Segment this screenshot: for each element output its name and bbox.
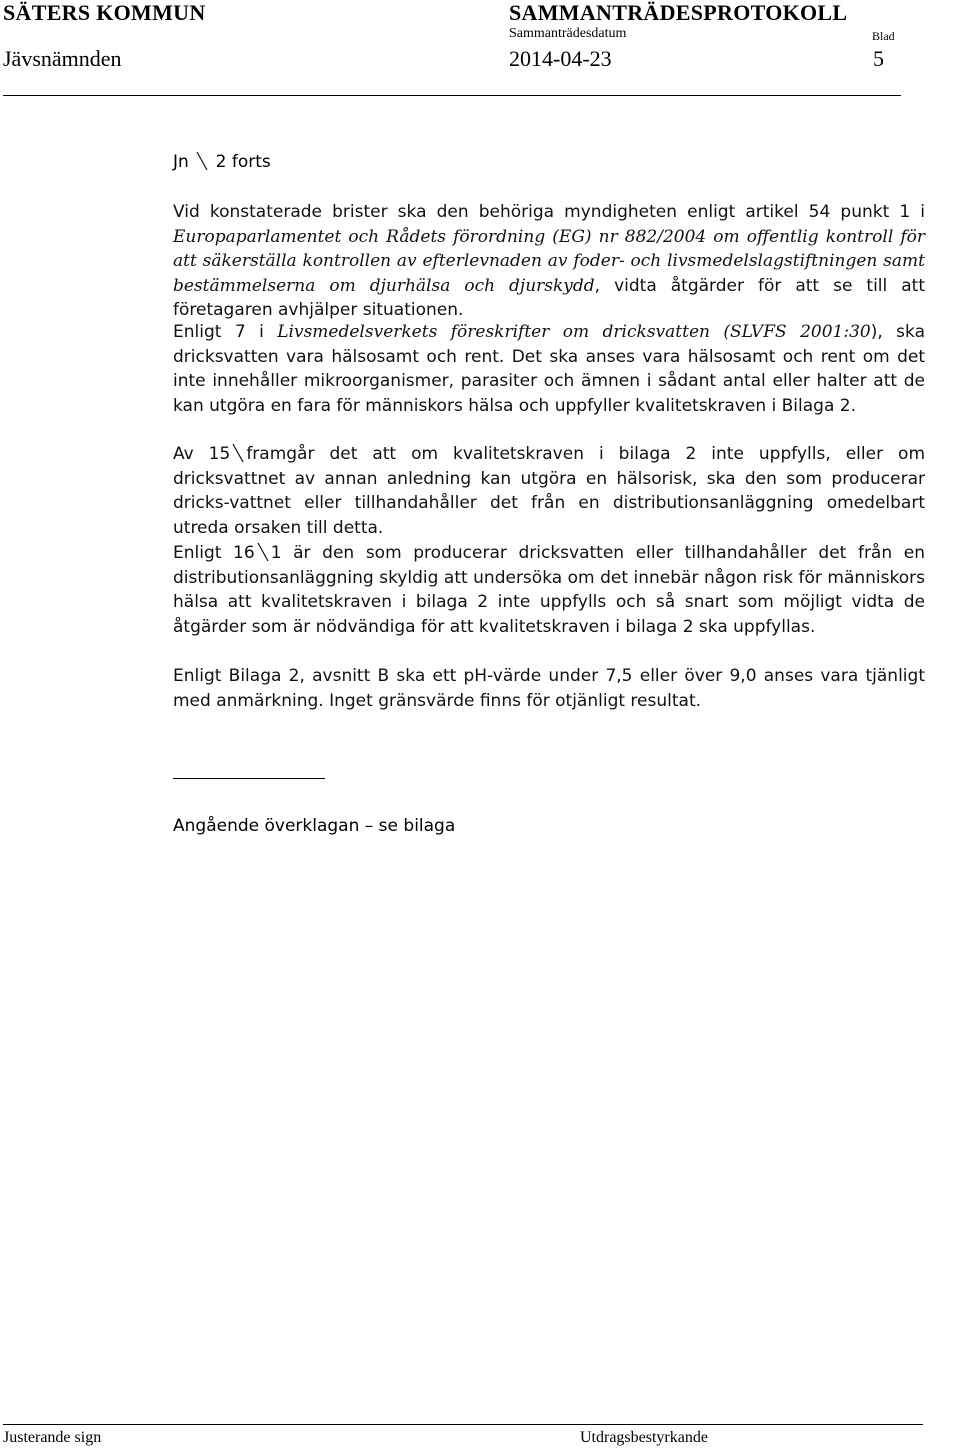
municipality-name: SÄTERS KOMMUN bbox=[3, 0, 206, 25]
p4-text-a: Enligt 16 bbox=[173, 543, 255, 563]
p4-text-b: 1 är den som producerar dricksvatten eller tillhandahåller det från en distributionsanläggning skyldig att undersöka om det innebär någon risk för människors hälsa att kvalitetskraven i bilaga 2 inte uppfylls och så snart som möjligt vidta de åtgärder som är nödvändiga för att kvalitetskraven i bilaga 2 ska uppfyllas. bbox=[173, 543, 925, 637]
page-label: Blad bbox=[872, 29, 895, 43]
footer-rule bbox=[3, 1424, 923, 1425]
footer-certification-label: Utdragsbestyrkande bbox=[580, 1429, 708, 1446]
p1-regulation-reference: Europaparlamentet och Rådets förordning (EG) nr 882/2004 om offentlig kontroll för att säkerställa kontrollen av efterlevnaden av foder- och livsmedelslagstiftningen samt bestämmelserna om djurhälsa och djurskydd bbox=[173, 226, 925, 296]
paragraph-sign-icon bbox=[257, 541, 269, 563]
header-rule bbox=[3, 95, 901, 96]
meeting-date: 2014-04-23 bbox=[509, 46, 612, 71]
p1-text-a: Vid konstaterade brister ska den behöriga myndigheten enligt artikel 54 punkt 1 i bbox=[173, 202, 925, 222]
p5-text: Enligt Bilaga 2, avsnitt B ska ett pH-värde under 7,5 eller över 9,0 anses vara tjänligt med anmärkning. Inget gränsvärde finns för otjänligt resultat. bbox=[173, 666, 925, 711]
section-ref-prefix: Jn bbox=[173, 152, 189, 172]
paragraph-sign-icon bbox=[232, 442, 244, 464]
p2-text-a: Enligt 7 i bbox=[173, 322, 278, 342]
p1-text-b: , vidta åtgärder för att se till att företagaren avhjälper situationen. bbox=[173, 275, 925, 321]
section-ref-suffix: 2 forts bbox=[215, 152, 271, 172]
appeal-note: Angående överklagan – se bilaga bbox=[173, 816, 456, 836]
section-reference bbox=[173, 150, 271, 172]
committee-name: Jävsnämnden bbox=[3, 46, 122, 71]
p2-text-b: ), ska dricksvatten vara hälsosamt och rent. Det ska anses vara hälsosamt och rent om det inte innehåller mikroorganismer, parasiter och ämnen i sådant antal eller halter att de kan utgöra en fara för människors hälsa och uppfyller kvalitetskraven i Bilaga 2. bbox=[173, 322, 925, 416]
paragraph-sign-icon bbox=[196, 150, 208, 172]
p3-text-b: framgår det att om kvalitetskraven i bilaga 2 inte uppfylls, eller om dricksvattnet av annan anledning kan utgöra en hälsorisk, ska den som producerar dricks-vattnet eller tillhandahåller det från en distributionsanläggning omedelbart utreda orsaken till detta. bbox=[173, 444, 925, 538]
p2-regulation-reference: Livsmedelsverkets föreskrifter om dricksvatten (SLVFS 2001:30 bbox=[277, 322, 871, 342]
paragraph-1 bbox=[173, 200, 925, 323]
document-type: SAMMANTRÄDESPROTOKOLL bbox=[509, 0, 848, 25]
footer-signature-label: Justerande sign bbox=[3, 1429, 102, 1446]
paragraph-5 bbox=[173, 664, 925, 713]
page-number: 5 bbox=[873, 46, 884, 71]
p3-text-a: Av 15 bbox=[173, 444, 231, 464]
date-label: Sammanträdesdatum bbox=[509, 26, 627, 41]
separator-rule bbox=[173, 778, 325, 779]
paragraph-3 bbox=[173, 442, 925, 540]
paragraph-4 bbox=[173, 541, 925, 639]
paragraph-2 bbox=[173, 320, 925, 418]
